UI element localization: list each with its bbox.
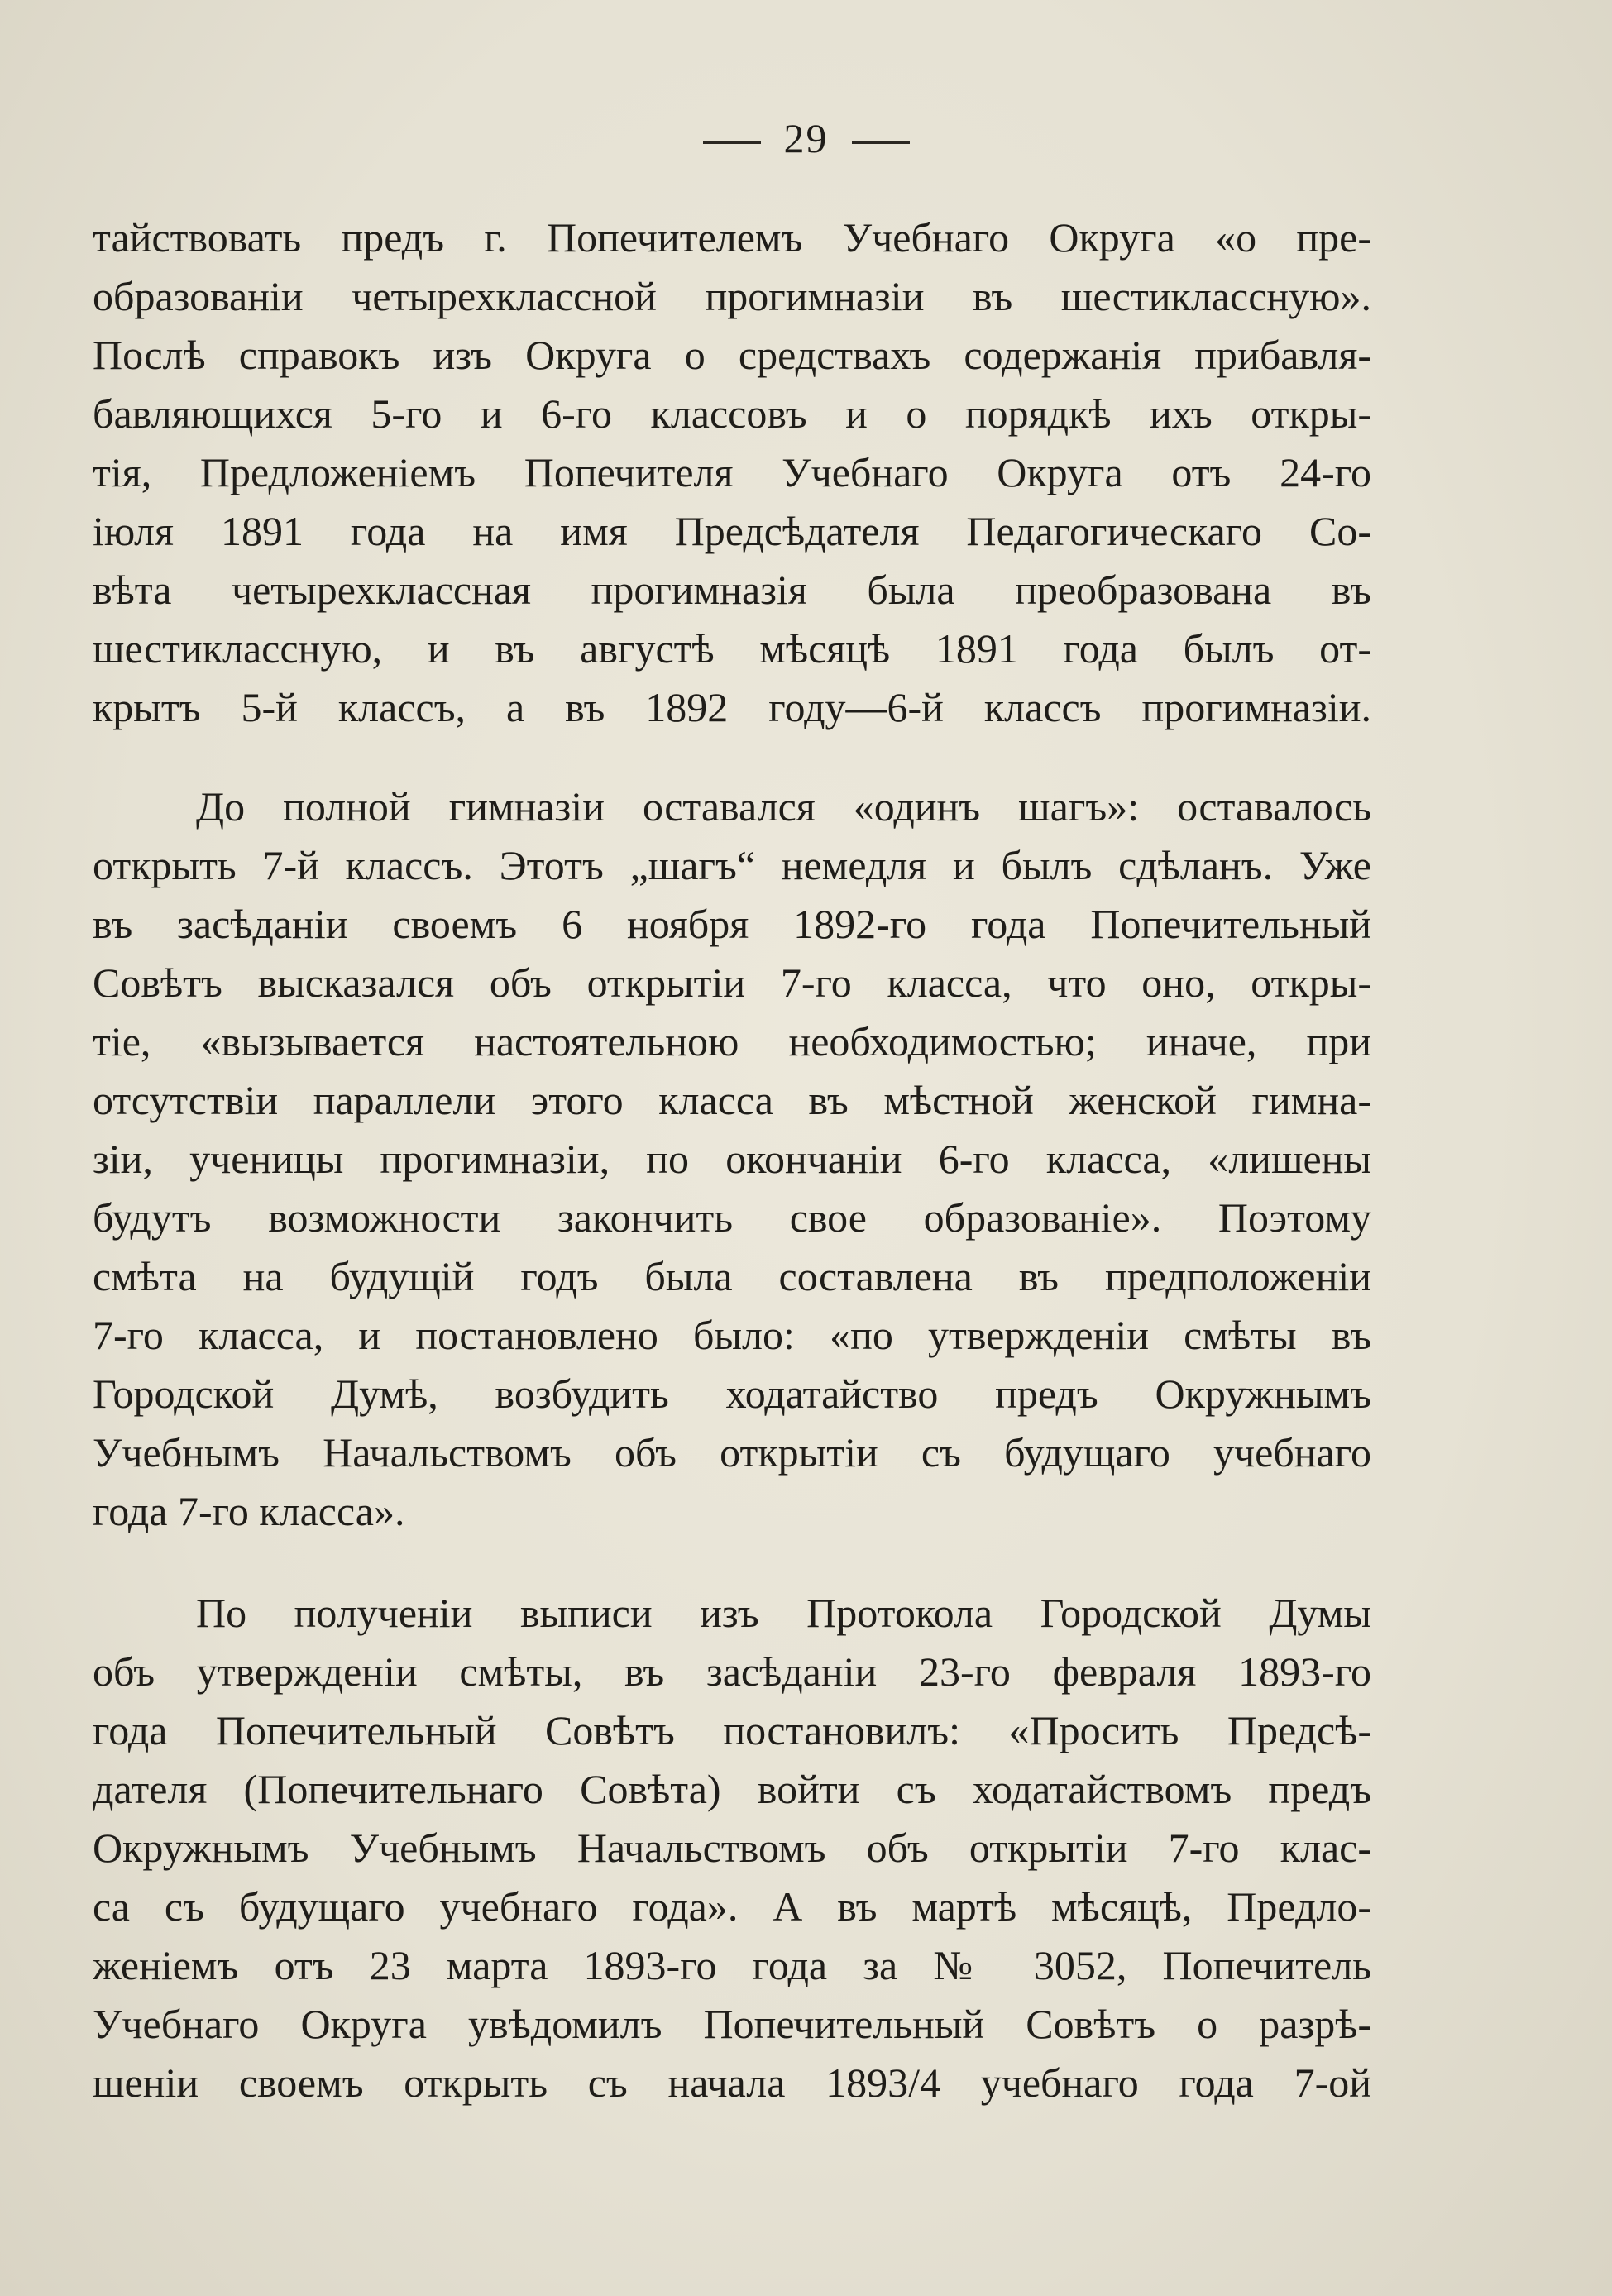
text-line: Учебнымъ Начальствомъ объ открытіи съ будущаго учебнаго — [93, 1429, 1371, 1476]
text-line: дателя (Попечительнаго Совѣта) войти съ ходатайствомъ предъ — [93, 1766, 1371, 1812]
text-line: женіемъ отъ 23 марта 1893-го года за № 3052, Попечитель — [93, 1942, 1371, 1988]
text-line: года 7-го класса». — [93, 1488, 405, 1534]
paragraph-2 — [93, 777, 1371, 1541]
paragraph-3 — [93, 1584, 1371, 2112]
page-number — [0, 114, 1612, 162]
paragraph-1 — [93, 208, 1371, 737]
page-number-text: 29 — [783, 115, 829, 161]
text-line: будутъ возможности закончить свое образованіе». Поэтому — [93, 1194, 1371, 1241]
text-line: отсутствіи параллели этого класса въ мѣстной женской гимна- — [93, 1077, 1371, 1123]
text-line: открыть 7-й классъ. Этотъ „шагъ“ немедля и былъ сдѣланъ. Уже — [93, 842, 1371, 888]
text-line: Городской Думѣ, возбудить ходатайство предъ Окружнымъ — [93, 1370, 1371, 1417]
text-line: Совѣтъ высказался объ открытіи 7-го класса, что оно, откры- — [93, 959, 1371, 1006]
text-line: тайствовать предъ г. Попечителемъ Учебнаго Округа «о пре- — [93, 214, 1371, 261]
text-line: 7-го класса, и постановлено было: «по утвержденіи смѣты въ — [93, 1312, 1371, 1358]
text-line: са съ будущаго учебнаго года». А въ мартѣ мѣсяцѣ, Предло- — [93, 1883, 1371, 1930]
text-line: бавляющихся 5-го и 6-го классовъ и о порядкѣ ихъ откры- — [93, 390, 1371, 437]
text-line: зіи, ученицы прогимназіи, по окончаніи 6-го класса, «лишены — [93, 1136, 1371, 1182]
text-line: тія, Предложеніемъ Попечителя Учебнаго Округа отъ 24-го — [93, 449, 1371, 495]
text-line: іюля 1891 года на имя Предсѣдателя Педагогическаго Со- — [93, 508, 1371, 554]
text-line: Учебнаго Округа увѣдомилъ Попечительный Совѣтъ о разрѣ- — [93, 2001, 1371, 2047]
text-line: Окружнымъ Учебнымъ Начальствомъ объ открытіи 7-го клас- — [93, 1825, 1371, 1871]
text-line: въ засѣданіи своемъ 6 ноября 1892-го года Попечительный — [93, 901, 1371, 947]
text-line: тіе, «вызывается настоятельною необходимостью; иначе, при — [93, 1018, 1371, 1064]
text-line: шеніи своемъ открыть съ начала 1893/4 учебнаго года 7-ой — [93, 2059, 1371, 2106]
text-line: До полной гимназіи оставался «одинъ шагъ»: оставалось — [196, 783, 1371, 830]
page-number-right-dash — [852, 141, 910, 144]
text-line: По полученіи выписи изъ Протокола Городской Думы — [196, 1590, 1371, 1636]
text-line: шестиклассную, и въ августѣ мѣсяцѣ 1891 года былъ от- — [93, 625, 1371, 672]
text-line: года Попечительный Совѣтъ постановилъ: «Просить Предсѣ- — [93, 1707, 1371, 1753]
text-line: образованіи четырехклассной прогимназіи въ шестиклассную». — [93, 273, 1371, 319]
text-line: крытъ 5-й классъ, а въ 1892 году—6-й классъ прогимназіи. — [93, 684, 1371, 730]
text-line: объ утвержденіи смѣты, въ засѣданіи 23-го февраля 1893-го — [93, 1648, 1371, 1695]
text-line: вѣта четырехклассная прогимназія была преобразована въ — [93, 567, 1371, 613]
text-line: Послѣ справокъ изъ Округа о средствахъ содержанія прибавля- — [93, 332, 1371, 378]
text-line: смѣта на будущій годъ была составлена въ предположеніи — [93, 1253, 1371, 1299]
page-number-left-dash — [703, 141, 761, 144]
